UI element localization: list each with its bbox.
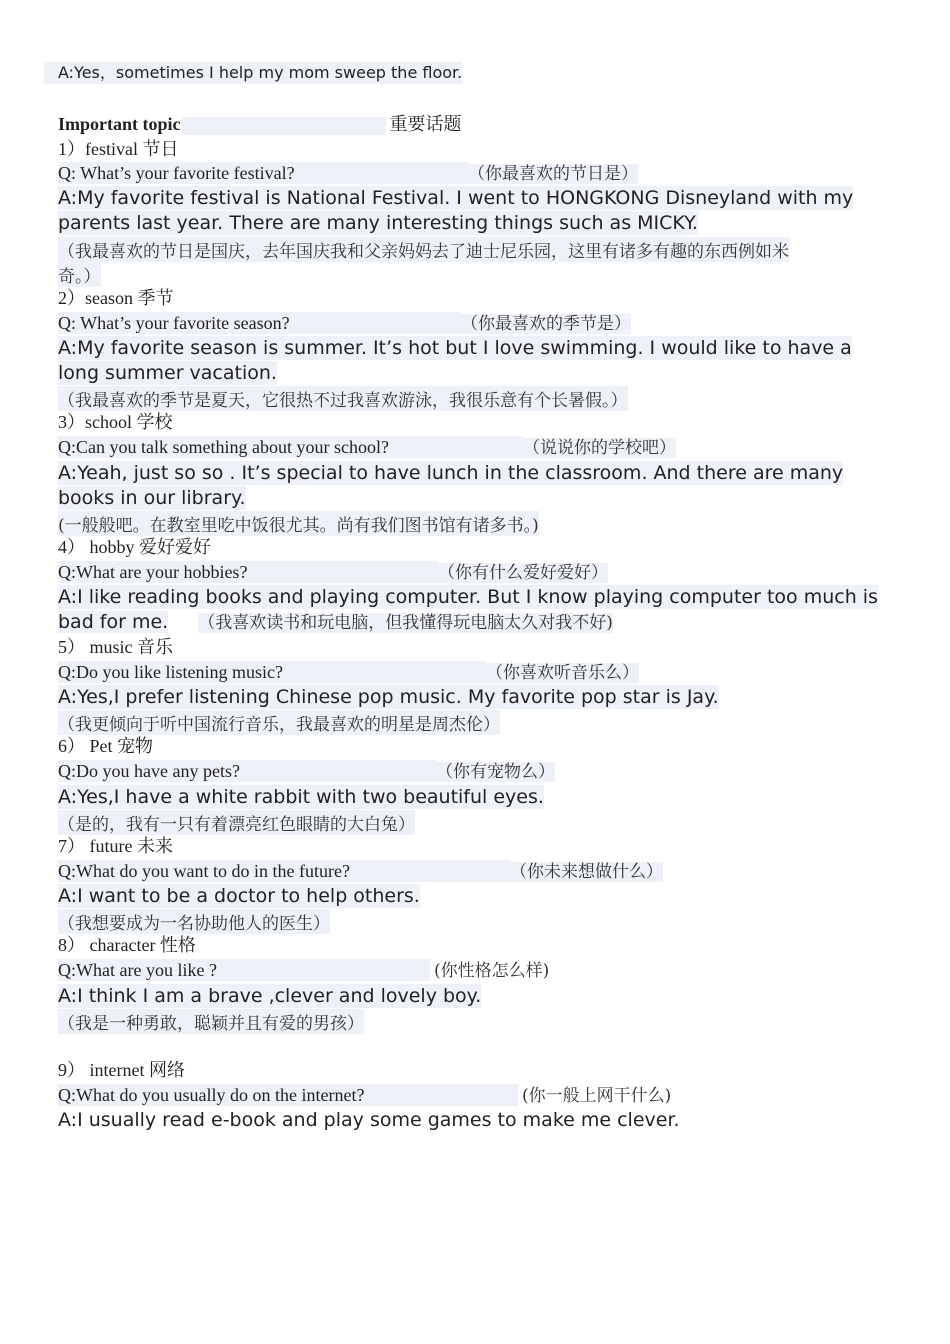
question-text: Q: What’s your favorite festival? — [58, 162, 468, 184]
topic-title: 1）festival 节日 — [58, 139, 179, 159]
answer-line: A:Yeah, just so so . It’s special to have lunch in the classroom. And there are many — [58, 462, 844, 484]
question-text: Q:Do you have any pets? — [58, 760, 436, 782]
answer-line: A:Yes,I have a white rabbit with two beautiful eyes. — [58, 786, 544, 808]
question-translation: （你最喜欢的季节是） — [461, 314, 631, 334]
question-text: Q: What’s your favorite season? — [58, 312, 461, 334]
answer-line: A:I think I am a brave ,clever and lovely boy. — [58, 985, 482, 1007]
topic-question — [58, 860, 663, 883]
question-text: Q:What are you like ? — [58, 959, 430, 981]
topic-title: 7） future 未来 — [58, 836, 173, 856]
topic-question — [58, 661, 639, 684]
topic-question — [58, 760, 555, 783]
answer-line: A:I like reading books and playing computer. But I know playing computer too much is — [58, 586, 878, 608]
heading-english: Important topic — [58, 114, 181, 134]
answer-line: A:I want to be a doctor to help others. — [58, 885, 420, 907]
heading-chinese: 重要话题 — [389, 114, 462, 135]
answer-text: bad for me. — [58, 611, 169, 633]
answer-line: A:I usually read e-book and play some games to make me clever. — [58, 1109, 680, 1131]
topic-title: 5） music 音乐 — [58, 637, 173, 657]
answer-translation: (一般般吧。在教室里吃中饭很尤其。尚有我们图书馆有诸多书。) — [58, 511, 539, 536]
question-translation: (你一般上网干什么) — [522, 1086, 672, 1106]
top-answer: A:Yes，sometimes I help my mom sweep the floor. — [44, 62, 462, 84]
topic-question — [58, 959, 549, 982]
topic-question — [58, 561, 608, 584]
answer-translation: （我最喜欢的季节是夏天，它很热不过我喜欢游泳，我很乐意有个长暑假。） — [58, 386, 628, 411]
question-text: Q:What do you want to do in the future? — [58, 860, 510, 882]
topic-question — [58, 436, 676, 459]
question-text: Q:What are your hobbies? — [58, 561, 438, 583]
question-translation: （你有宠物么） — [436, 762, 555, 782]
answer-translation: （我最喜欢的节日是国庆，去年国庆我和父亲妈妈去了迪士尼乐园，这里有诸多有趣的东西例如米 — [58, 237, 789, 262]
answer-translation: （我喜欢读书和玩电脑，但我懂得玩电脑太久对我不好) — [198, 613, 613, 633]
answer-line — [58, 610, 613, 635]
question-translation: （你有什么爱好爱好） — [438, 563, 608, 583]
answer-translation: （我更倾向于听中国流行音乐，我最喜欢的明星是周杰伦） — [58, 710, 500, 735]
question-translation: （说说你的学校吧） — [523, 438, 676, 458]
question-translation: （你最喜欢的节日是） — [468, 164, 638, 184]
question-translation: (你性格怎么样) — [434, 961, 550, 981]
answer-translation: （我想要成为一名协助他人的医生） — [58, 909, 330, 934]
answer-translation: （我是一种勇敢，聪颖并且有爱的男孩） — [58, 1009, 364, 1034]
section-heading — [58, 113, 462, 136]
question-text: Q:Can you talk something about your school? — [58, 436, 523, 458]
question-text: Q:Do you like listening music? — [58, 661, 486, 683]
highlight-spacer — [181, 117, 386, 135]
answer-line: A:My favorite festival is National Festival. I went to HONGKONG Disneyland with my — [58, 187, 854, 209]
topic-title: 9） internet 网络 — [58, 1060, 185, 1080]
topic-question — [58, 1084, 671, 1107]
answer-translation: （是的，我有一只有着漂亮红色眼睛的大白兔） — [58, 810, 415, 835]
answer-line: parents last year. There are many interesting things such as MICKY. — [58, 212, 698, 234]
topic-title: 8） character 性格 — [58, 935, 196, 955]
question-translation: （你喜欢听音乐么） — [486, 663, 639, 683]
answer-line: A:My favorite season is summer. It’s hot but I love swimming. I would like to have a — [58, 337, 852, 359]
answer-line: long summer vacation. — [58, 362, 277, 384]
topic-question — [58, 162, 638, 185]
answer-translation: 奇。） — [58, 262, 101, 287]
answer-line: A:Yes,I prefer listening Chinese pop music. My favorite pop star is Jay. — [58, 686, 719, 708]
question-text: Q:What do you usually do on the internet? — [58, 1084, 518, 1106]
topic-question — [58, 312, 631, 335]
question-translation: （你未来想做什么） — [510, 862, 663, 882]
answer-line: books in our library. — [58, 487, 246, 509]
topic-title: 3）school 学校 — [58, 412, 173, 432]
topic-title: 6） Pet 宠物 — [58, 736, 154, 756]
topic-title: 2）season 季节 — [58, 288, 174, 308]
topic-title: 4） hobby 爱好爱好 — [58, 537, 211, 557]
